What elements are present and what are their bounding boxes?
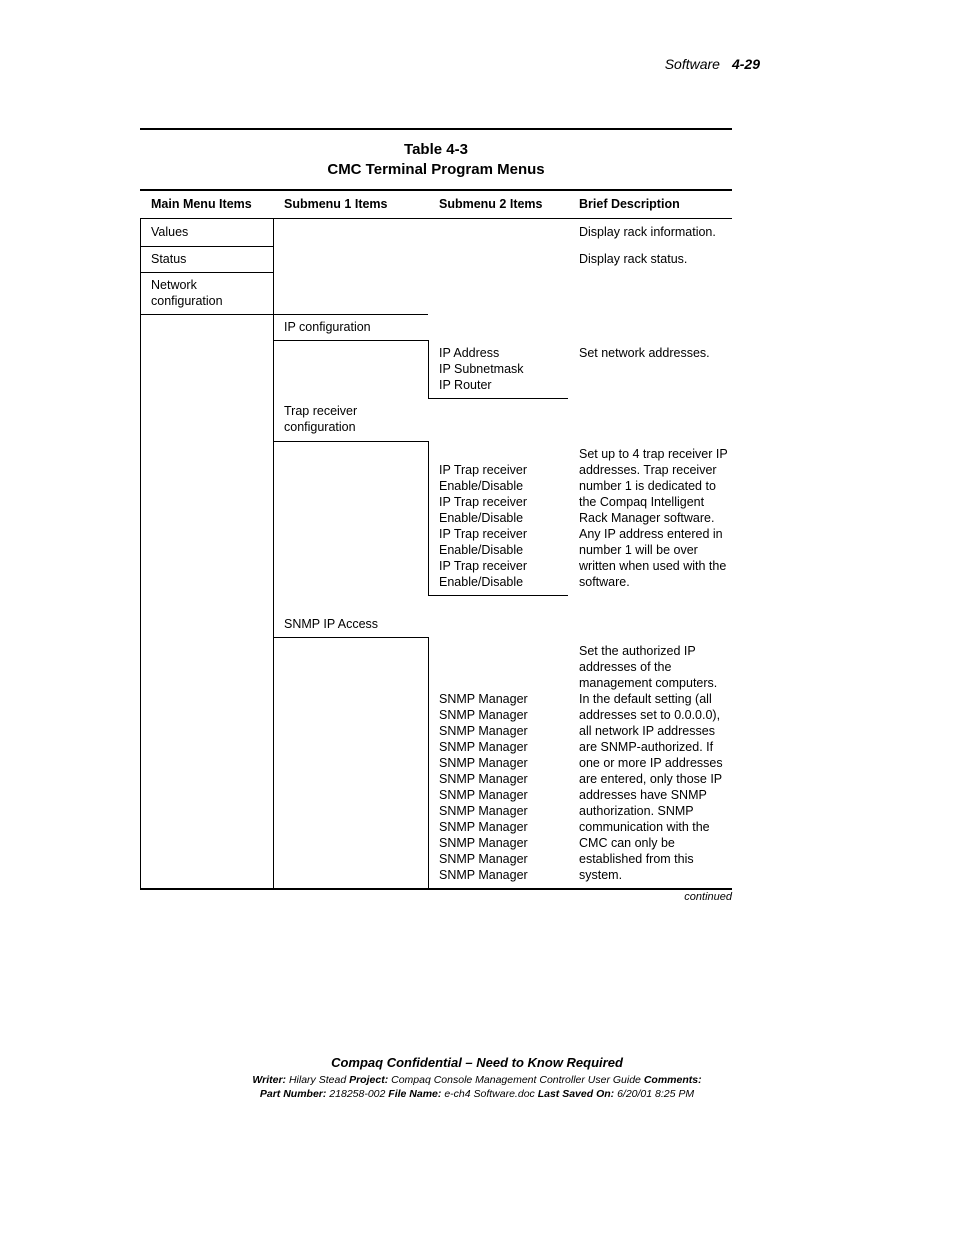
sub2-item: SNMP Manager: [439, 804, 528, 818]
desc-line: communication with the: [579, 820, 710, 834]
sub2-item: IP Address: [439, 346, 500, 360]
col-header-main: Main Menu Items: [151, 197, 252, 211]
desc-line: In the default setting (all: [579, 692, 712, 706]
row-line-network: [140, 314, 428, 315]
running-header: [600, 56, 760, 72]
sub1-line-snmp: [273, 637, 429, 638]
confidential-notice: Compaq Confidential – Need to Know Required: [331, 1055, 623, 1070]
project-label: Project:: [349, 1074, 389, 1086]
main-item-network: [151, 277, 223, 309]
sub2-item: IP Trap receiver: [439, 527, 528, 541]
sub2-border-ip: [428, 340, 429, 399]
col-header-sub1: Submenu 1 Items: [284, 197, 388, 211]
desc-line: Set up to 4 trap receiver IP: [579, 447, 728, 461]
sub2-trap-list: [439, 462, 527, 590]
section-name: Software: [664, 56, 720, 72]
sub2-item: IP Trap receiver: [439, 559, 528, 573]
file-label: File Name:: [388, 1088, 442, 1100]
desc-line: addresses of the: [579, 660, 672, 674]
desc-line: management computers.: [579, 676, 718, 690]
main-item-values: Values: [151, 225, 189, 239]
sub2-item: Enable/Disable: [439, 543, 524, 557]
header-top-rule: [140, 189, 732, 191]
desc-line: all network IP addresses: [579, 724, 715, 738]
main-item-status: Status: [151, 252, 187, 266]
desc-line: Set the authorized IP: [579, 644, 696, 658]
sub1-trap-receiver: [284, 403, 357, 435]
sub1-trap-line: configuration: [284, 420, 356, 434]
desc-line: established from this: [579, 852, 694, 866]
table-bottom-rule: [140, 888, 732, 890]
desc-line: number 1 is dedicated to: [579, 479, 716, 493]
footer-writer-line: [0, 1074, 954, 1086]
col-header-desc: Brief Description: [579, 197, 680, 211]
sub2-item: SNMP Manager: [439, 868, 528, 882]
sub2-item: IP Router: [439, 378, 492, 392]
writer-value: Hilary Stead: [288, 1074, 347, 1086]
row-line-values: [140, 246, 273, 247]
main-col-left-border: [140, 218, 141, 889]
sub2-item: IP Trap receiver: [439, 495, 528, 509]
sub1-snmp-ip-access: SNMP IP Access: [284, 617, 379, 631]
desc-line: CMC can only be: [579, 836, 675, 850]
sub2-item: SNMP Manager: [439, 692, 528, 706]
desc-values: Display rack information.: [579, 225, 716, 239]
sub2-snmp-list: [439, 691, 528, 883]
saved-value: 6/20/01 8:25 PM: [617, 1088, 695, 1100]
comments-label: Comments:: [643, 1074, 702, 1086]
desc-line: are entered, only those IP: [579, 772, 723, 786]
sub2-item: SNMP Manager: [439, 740, 528, 754]
sub2-item: Enable/Disable: [439, 511, 524, 525]
desc-line: addresses set to 0.0.0.0),: [579, 708, 721, 722]
file-value: e-ch4 Software.doc: [444, 1088, 535, 1100]
desc-line: authorization. SNMP: [579, 804, 694, 818]
main-item-network-line: configuration: [151, 294, 223, 308]
saved-label: Last Saved On:: [537, 1088, 615, 1100]
main-col-right-border-b: [273, 314, 274, 889]
table-top-rule: [140, 128, 732, 130]
sub2-item: IP Subnetmask: [439, 362, 524, 376]
sub2-line-trap: [428, 595, 568, 596]
desc-trap-receiver: [579, 446, 728, 590]
desc-line: addresses. Trap receiver: [579, 463, 717, 477]
part-value: 218258-002: [329, 1088, 386, 1100]
sub2-item: IP Trap receiver: [439, 463, 528, 477]
desc-line: Rack Manager software.: [579, 511, 715, 525]
project-value: Compaq Console Management Controller User Guide: [391, 1074, 641, 1086]
main-item-network-line: Network: [151, 278, 197, 292]
sub2-item: Enable/Disable: [439, 575, 524, 589]
sub2-ip-address-list: [439, 345, 524, 393]
sub2-item: SNMP Manager: [439, 708, 528, 722]
sub2-item: SNMP Manager: [439, 756, 528, 770]
part-label: Part Number:: [259, 1088, 327, 1100]
continued-note: continued: [684, 891, 732, 903]
table-number: Table 4-3: [404, 141, 468, 158]
sub2-item: SNMP Manager: [439, 724, 528, 738]
sub1-trap-line: Trap receiver: [284, 404, 358, 418]
table-title: CMC Terminal Program Menus: [327, 161, 545, 178]
sub2-border-trap: [428, 441, 429, 596]
desc-line: addresses have SNMP: [579, 788, 707, 802]
sub2-item: SNMP Manager: [439, 836, 528, 850]
sub2-border-snmp: [428, 637, 429, 889]
header-bottom-rule: [140, 218, 732, 219]
desc-line: Any IP address entered in: [579, 527, 723, 541]
sub2-item: Enable/Disable: [439, 479, 524, 493]
desc-line: software.: [579, 575, 630, 589]
desc-line: one or more IP addresses: [579, 756, 723, 770]
sub1-ip-configuration: IP configuration: [284, 320, 371, 334]
desc-line: are SNMP-authorized. If: [579, 740, 714, 754]
footer-part-line: [0, 1088, 954, 1100]
desc-status: Display rack status.: [579, 252, 688, 266]
desc-line: the Compaq Intelligent: [579, 495, 705, 509]
desc-ip-address: Set network addresses.: [579, 346, 710, 360]
writer-label: Writer:: [252, 1074, 287, 1086]
sub2-item: SNMP Manager: [439, 852, 528, 866]
col-header-sub2: Submenu 2 Items: [439, 197, 543, 211]
desc-snmp-access: [579, 643, 723, 883]
sub1-line-trap: [273, 441, 429, 442]
row-line-status: [140, 272, 273, 273]
sub2-item: SNMP Manager: [439, 788, 528, 802]
desc-line: written when used with the: [579, 559, 727, 573]
sub2-item: SNMP Manager: [439, 820, 528, 834]
sub1-line-ipconfig: [273, 340, 429, 341]
desc-line: number 1 will be over: [579, 543, 698, 557]
sub2-line-ip: [428, 398, 568, 399]
page-number: 4-29: [731, 56, 760, 72]
desc-line: system.: [579, 868, 623, 882]
main-col-right-border-a: [273, 218, 274, 315]
sub2-item: SNMP Manager: [439, 772, 528, 786]
